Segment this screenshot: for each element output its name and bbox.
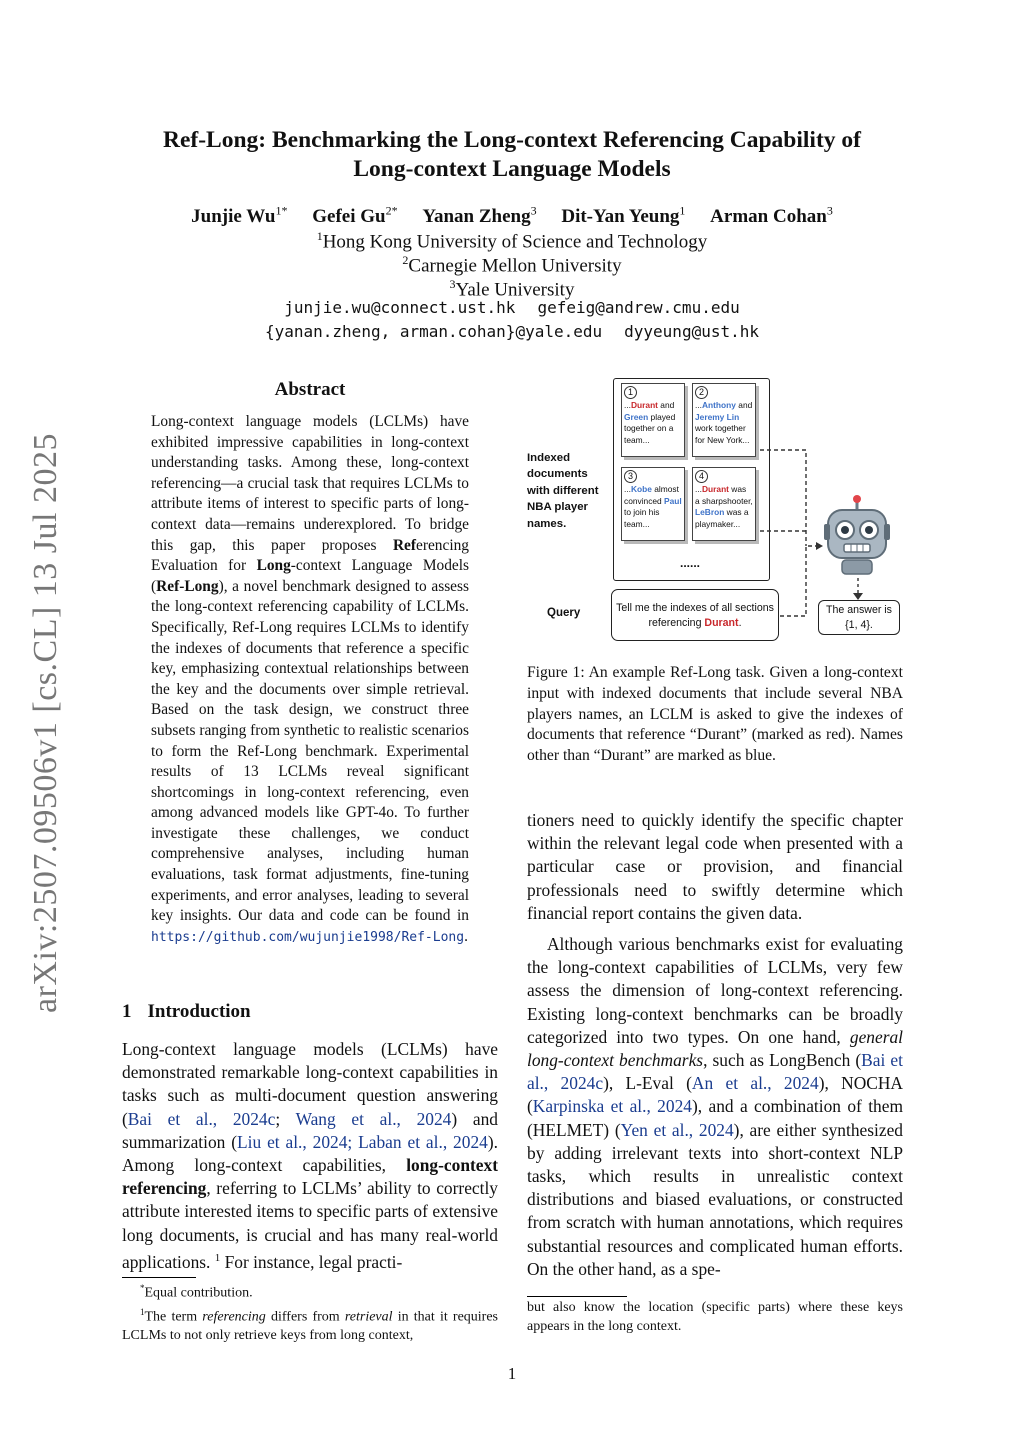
arxiv-stamp [6, 433, 86, 1013]
doc-index: 3 [624, 470, 637, 483]
intro-left-column [122, 1038, 498, 1274]
citation[interactable]: An et al., 2024 [691, 1073, 819, 1094]
author: Junjie $Wu^{1*}$ [191, 204, 288, 228]
citation[interactable]: Bai et al., 2024c [527, 1050, 903, 1094]
arrow-head [816, 542, 823, 550]
paragraph: Long-context language models (LCLMs) have demonstrated remarkable long-context capabilities in tasks such as multi-document question answering (Bai et al., 2024c; Wang et al., 2024) and summarization (Liu et al., 2024; Laban et al., 2024). Among long-context capabilities, long-context referencing, referring to LCLMs’ ability to correctly attribute interested items to specific parts of extensive long documents, is crucial and has many real-world applications. $^1$ For instance, legal practi- [122, 1039, 498, 1272]
citation[interactable]: Karpinska et al., 2024 [532, 1096, 692, 1117]
affiliation: $^2$Carnegie Mellon University [402, 253, 622, 277]
query-box: Tell me the indexes of all sections referencing Durant. [611, 589, 779, 641]
email-line [110, 320, 914, 344]
footnote-ref[interactable]: 1 [214, 1251, 221, 1264]
paragraph: Although various benchmarks exist for evaluating the long-context capabilities of LCLMs, very few assess the dimension of long-context referencing. Existing long-context benchmarks can be broadly categorized into two types. On one hand, general long-context benchmarks, such as LongBench (Bai et al., 2024c), L-Eval (An et al., 2024), NOCHA (Karpinska et al., 2024), and a combination of them (HELMET) (Yen et al., 2024), are either synthesized by adding irrelevant texts into short-context NLP tasks, which results in unrealistic context distributions and biased evaluations, or constructed from scratch with human annotations, which requires substantial resources and complicated human efforts. On the other hand, as a spe- [527, 934, 903, 1279]
document-2: 2 ...Anthony and Jeremy Lin work together for New York... [692, 383, 756, 457]
figure-caption: Figure 1: An example Ref-Long task. Given a long-context input with indexed documents that include several NBA players names, an LCLM is asked to give the indexes of documents that reference “Durant” (marked as red). Names other than “Durant” are marked as blue. [527, 664, 903, 765]
documents-label: Indexed documents with different NBA player names. [527, 452, 599, 530]
author: Arman Cohan$^3$ [710, 204, 833, 228]
email-line [110, 296, 914, 320]
abstract-heading: Abstract [274, 379, 346, 400]
affiliation: $^3$Yale University [449, 277, 575, 301]
author: Dit-Yan Yeung$^1$ [561, 204, 686, 228]
doc-index: 4 [695, 470, 708, 483]
email: junjie.wu@connect.ust.hk [284, 298, 516, 317]
paper-title [110, 126, 914, 184]
title-line-1: Ref-Long: Benchmarking the Long-context Referencing Capability of [163, 127, 861, 153]
ellipsis: ...... [680, 556, 701, 570]
robot-icon [824, 494, 890, 580]
abstract-body: Long-context language models (LCLMs) have exhibited impressive capabilities in long-context understanding tasks. Among these, long-context referencing—a crucial task that requires LCLMs to attribute items of interest to specific parts of long-context data—remains underexplored. To bridge this gap, this paper proposes Referencing Evaluation for Long-context Language Models (Ref-Long), a novel benchmark designed to assess the long-context referencing capability of LCLMs. Specifically, Ref-Long requires LCLMs to identify the indexes of documents that reference a specific key, emphasizing contextual relationships between the key and the documents over simple retrieval. Based on the task design, we construct three subsets ranging from synthetic to realistic scenarios to form the Ref-Long benchmark. Experimental results of 13 LCLMs reveal significant shortcomings in long-context referencing, even among advanced models like GPT-4o. To further investigate these challenges, we conduct comprehensive analyses, including human evaluations, task format adjustments, fine-tuning experiments, and error analyses, leading to several key insights. Our data and code can be found in https://github.com/wujunjie1998/Ref-Long. [151, 413, 469, 945]
document-1: 1 ...Durant and Green played together on a team... [621, 383, 685, 457]
citation[interactable]: Liu et al., 2024; Laban et al., 2024 [237, 1131, 488, 1152]
section-heading: 1 Introduction [122, 1001, 251, 1022]
author: Gefei $Gu^{2*}$ [312, 204, 398, 228]
answer-box: The answer is {1, 4}. [818, 600, 900, 635]
footnote-rule [122, 1277, 196, 1278]
doc-index: 1 [624, 386, 637, 399]
connector-arrows [760, 420, 824, 620]
paragraph: tioners need to quickly identify the specific chapter within the relevant legal code when presented with a particular case or provision, and financial professionals need to swiftly determine which financial report contains the given data. [527, 810, 903, 923]
intro-right-column [527, 809, 903, 1281]
footnotes-left [122, 1279, 498, 1345]
footnote: *Equal contribution. [140, 1283, 253, 1301]
footnote-rule [527, 1296, 627, 1297]
document-4: 4 ...Durant was a sharpshooter, LeBron was a playmaker... [692, 467, 756, 541]
doc-index: 2 [695, 386, 708, 399]
author: Yanan Zheng$^3$ [422, 204, 537, 228]
answer-arrow [850, 578, 866, 602]
repo-link[interactable]: https://github.com/wujunjie1998/Ref-Long [151, 929, 465, 945]
email: dyyeung@ust.hk [624, 322, 759, 341]
affiliation: $^1$Hong Kong University of Science and Technology [316, 229, 708, 253]
title-line-2: Long-context Language Models [353, 156, 671, 182]
footnote: $^1$The term referencing differs from retrieval in that it requires LCLMs to not only retrieve keys from long context, [122, 1306, 499, 1344]
arxiv-id: arXiv:2507.09506v1 [cs.CL] 13 Jul 2025 [27, 433, 64, 1013]
query-label: Query [547, 607, 581, 619]
email: gefeig@andrew.cmu.edu [537, 298, 740, 317]
email: {yanan.zheng, arman.cohan}@yale.edu [264, 322, 603, 341]
page-number: 1 [507, 1364, 517, 1383]
citation[interactable]: Bai et al., 2024c [127, 1108, 276, 1129]
citation[interactable]: Yen et al., 2024 [620, 1119, 734, 1140]
citation[interactable]: Wang et al., 2024 [295, 1108, 452, 1129]
document-3: 3 ...Kobe almost convinced Paul to join his team... [621, 467, 685, 541]
dashed-line [780, 546, 818, 616]
footnote-continued: but also know the location (specific parts) where these keys appears in the long context. [527, 1300, 903, 1334]
